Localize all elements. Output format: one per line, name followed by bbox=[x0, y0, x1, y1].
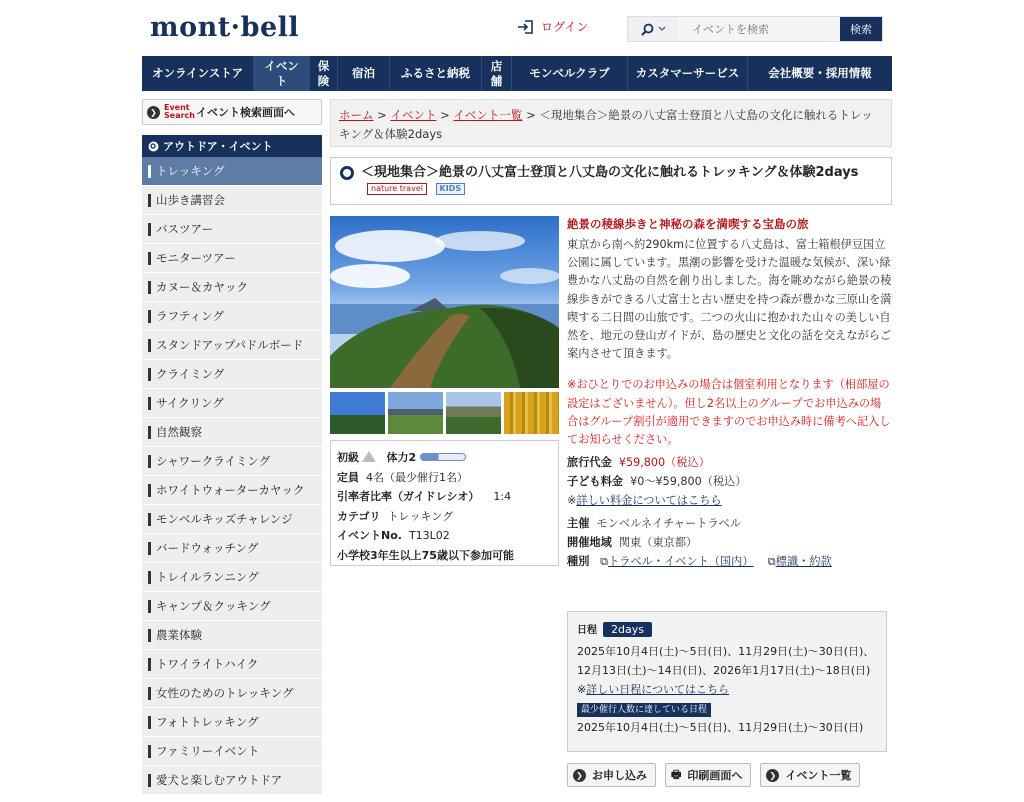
sidebar-item[interactable] bbox=[142, 650, 322, 679]
sidebar-item[interactable] bbox=[142, 157, 322, 186]
bar-icon bbox=[148, 484, 151, 497]
sidebar-item[interactable] bbox=[142, 505, 322, 534]
sidebar-item[interactable] bbox=[142, 592, 322, 621]
sidebar-item-label: ファミリーイベント bbox=[156, 744, 260, 758]
bar-icon bbox=[148, 426, 151, 439]
type-travel-link[interactable]: トラベル・イベント（国内） bbox=[608, 555, 754, 569]
search-input[interactable] bbox=[678, 17, 840, 41]
sidebar-item[interactable] bbox=[142, 708, 322, 737]
thumbnail-3[interactable] bbox=[446, 392, 501, 434]
search-category-select[interactable] bbox=[628, 17, 678, 41]
main-photo[interactable] bbox=[330, 216, 559, 388]
sidebar-item-label: 農業体験 bbox=[156, 628, 202, 642]
sidebar-item-label: フォトトレッキング bbox=[156, 715, 259, 729]
sidebar-item[interactable] bbox=[142, 447, 322, 476]
nav-stores[interactable]: 店舗 bbox=[482, 56, 512, 91]
action-buttons bbox=[567, 763, 860, 787]
bar-icon bbox=[148, 310, 151, 323]
event-search-button[interactable] bbox=[142, 99, 322, 125]
sidebar-item[interactable] bbox=[142, 215, 322, 244]
sidebar-item[interactable] bbox=[142, 389, 322, 418]
window-icon: ⧉ bbox=[767, 555, 776, 569]
sidebar-item-label: スタンドアップパドルボード bbox=[156, 338, 304, 352]
sidebar-item[interactable] bbox=[142, 244, 322, 273]
bar-icon bbox=[148, 252, 151, 265]
window-icon: ⧉ bbox=[600, 555, 609, 569]
sidebar-item-label: シャワークライミング bbox=[156, 454, 271, 468]
sidebar-item[interactable] bbox=[142, 360, 322, 389]
bar-icon bbox=[148, 368, 151, 381]
nature-travel-tag: nature travel bbox=[367, 183, 427, 195]
sidebar-item[interactable] bbox=[142, 737, 322, 766]
sidebar-item[interactable] bbox=[142, 273, 322, 302]
bullet-icon bbox=[340, 166, 354, 180]
nav-online-store[interactable]: オンラインストア bbox=[142, 56, 254, 91]
sidebar-item-label: モンベルキッズチャレンジ bbox=[156, 512, 293, 526]
search-bar bbox=[627, 16, 883, 42]
thumbnail-4[interactable] bbox=[504, 392, 559, 434]
nav-company[interactable]: 会社概要・採用情報 bbox=[768, 66, 872, 80]
sidebar-item[interactable] bbox=[142, 534, 322, 563]
sidebar-item-label: バスツアー bbox=[156, 222, 214, 236]
sidebar-item[interactable] bbox=[142, 766, 322, 795]
schedule-box: 日程 2days 2025年10月4日(土)〜5日(日)、11月29日(土)〜30日(日)、12月13日(土)〜14日(日)、2026年1月17日(土)〜18日(日) ※詳しい日程についてはこちら 最少催行人数に達している日程 2025年10月4日(土)〜5日(日)、11月29日(土)〜30日(日) bbox=[567, 611, 887, 752]
bar-icon bbox=[148, 774, 151, 787]
sidebar-item-label: クライミング bbox=[156, 367, 225, 381]
sidebar-item-label: ラフティング bbox=[156, 309, 224, 323]
bar-icon bbox=[148, 281, 151, 294]
bar-icon bbox=[148, 629, 151, 642]
login-label: ログイン bbox=[541, 20, 589, 34]
sidebar-item[interactable] bbox=[142, 679, 322, 708]
sidebar-list bbox=[142, 157, 322, 795]
breadcrumb: ホーム > イベント > イベント一覧 > ＜現地集合＞絶景の八丈富士登頂と八丈島の文化に触れるトレッキング＆体験2days bbox=[330, 99, 892, 147]
schedule-detail-link[interactable]: 詳しい日程についてはこちら bbox=[586, 683, 729, 696]
bar-icon bbox=[148, 658, 151, 671]
days-badge: 2days bbox=[603, 622, 652, 637]
event-search-logo: Event Search bbox=[164, 103, 195, 120]
bar-icon bbox=[148, 745, 151, 758]
apply-button[interactable]: ❯ お申し込み bbox=[567, 763, 656, 787]
sidebar-item[interactable] bbox=[142, 418, 322, 447]
breadcrumb-events[interactable]: イベント bbox=[390, 108, 437, 122]
breadcrumb-event-list[interactable]: イベント一覧 bbox=[453, 108, 523, 122]
sidebar-item-label: バードウォッチング bbox=[156, 541, 259, 555]
login-icon bbox=[517, 20, 533, 34]
event-info-box: 初級 体力2 定員 4名（最少催行1名） 引率者比率（ガイドレシオ） 1:4 カテゴリ トレッキング イベントNo. T13L02 小学校3年生以上75歳以下参加可能 bbox=[330, 440, 559, 566]
stamina-gauge bbox=[420, 453, 466, 461]
thumbnail-2[interactable] bbox=[388, 392, 443, 434]
nav-lodging[interactable]: 宿泊 bbox=[338, 56, 390, 91]
search-icon bbox=[148, 141, 159, 152]
print-icon: 🖶 bbox=[671, 767, 682, 781]
level-icon bbox=[362, 451, 376, 462]
photo-thumbnails bbox=[330, 392, 559, 434]
bar-icon bbox=[148, 513, 151, 526]
nav-insurance[interactable]: 保険 bbox=[310, 56, 338, 91]
bar-icon bbox=[148, 716, 151, 729]
bar-icon bbox=[148, 194, 151, 207]
sidebar-item-label: カヌー＆カヤック bbox=[156, 280, 248, 294]
child-price: ¥0〜¥59,800（税込） bbox=[630, 475, 747, 489]
thumbnail-1[interactable] bbox=[330, 392, 385, 434]
sidebar-item-label: 女性のためのトレッキング bbox=[156, 686, 294, 700]
event-list-button[interactable]: ❯ イベント一覧 bbox=[760, 763, 860, 787]
bar-icon bbox=[148, 397, 151, 410]
arrow-right-icon: ❯ bbox=[766, 769, 779, 782]
sidebar bbox=[142, 99, 322, 795]
global-nav bbox=[142, 56, 892, 91]
sidebar-heading: アウトドア・イベント bbox=[142, 135, 322, 157]
sidebar-item-label: 自然観察 bbox=[156, 425, 202, 439]
sidebar-item[interactable] bbox=[142, 186, 322, 215]
bar-icon bbox=[148, 223, 151, 236]
event-description: 東京から南へ約290kmに位置する八丈島は、富士箱根伊豆国立公園に属しています。黒潮の影響を受けた温暖な気候が、深い緑豊かな八丈島の自然を創り出しました。海を眺めながら絶景の稜線歩きができる八丈富士と古い歴史を持つ森が豊かな三原山を満喫する二日間の山旅です。二つの火山に抱かれた山々の美しい自然を、地元の登山ガイドが、島の歴史と文化の話を交えながらご案内させて頂きます。 bbox=[567, 238, 892, 361]
nav-montbell-club[interactable]: モンベルクラブ bbox=[512, 56, 628, 91]
schedule-dates: 2025年10月4日(土)〜5日(日)、11月29日(土)〜30日(日)、12月13日(土)〜14日(日)、2026年1月17日(土)〜18日(日) bbox=[577, 645, 875, 677]
arrow-right-icon: ❯ bbox=[573, 769, 586, 782]
confirmed-dates: 2025年10月4日(土)〜5日(日)、11月29日(土)〜30日(日) bbox=[577, 721, 864, 734]
terms-link[interactable]: 標識・約款 bbox=[775, 555, 832, 569]
sidebar-item[interactable] bbox=[142, 563, 322, 592]
arrow-right-icon: ❯ bbox=[147, 106, 160, 119]
sidebar-item-label: トレイルランニング bbox=[156, 570, 259, 584]
page-title: ＜現地集合＞絶景の八丈富士登頂と八丈島の文化に触れるトレッキング＆体験2days nature travel KIDS bbox=[330, 157, 892, 205]
sidebar-item[interactable] bbox=[142, 476, 322, 505]
kids-tag: KIDS bbox=[436, 183, 466, 195]
sidebar-item-label: 愛犬と楽しむアウトドア bbox=[156, 773, 283, 787]
sidebar-item-label: トワイライトハイク bbox=[156, 657, 259, 671]
search-button[interactable]: 検索 bbox=[840, 17, 882, 41]
bar-icon bbox=[148, 687, 151, 700]
print-button[interactable]: 🖶 印刷画面へ bbox=[665, 763, 751, 787]
bar-icon bbox=[148, 542, 151, 555]
montbell-logo[interactable]: mont·bell bbox=[150, 12, 300, 43]
login-link[interactable] bbox=[517, 18, 588, 35]
bar-icon bbox=[148, 571, 151, 584]
sidebar-item[interactable] bbox=[142, 302, 322, 331]
event-lead: 絶景の稜線歩きと神秘の森を満喫する宝島の旅 bbox=[567, 217, 809, 231]
sidebar-item-label: サイクリング bbox=[156, 396, 224, 410]
sidebar-item-label: キャンプ＆クッキング bbox=[156, 599, 271, 613]
breadcrumb-current: ＜現地集合＞絶景の八丈富士登頂と八丈島の文化に触れるトレッキング＆体験2days bbox=[339, 108, 873, 141]
breadcrumb-home[interactable]: ホーム bbox=[339, 108, 374, 122]
nav-event[interactable]: イベント bbox=[254, 56, 310, 91]
sidebar-item-label: モニターツアー bbox=[156, 251, 236, 265]
bar-icon bbox=[148, 339, 151, 352]
price: ¥59,800（税込） bbox=[618, 456, 710, 470]
chevron-down-icon bbox=[658, 26, 666, 32]
search-icon bbox=[641, 23, 654, 36]
event-detail: 絶景の稜線歩きと神秘の森を満喫する宝島の旅 東京から南へ約290kmに位置する八丈島は、富士箱根伊豆国立公園に属しています。黒潮の影響を受けた温暖な気候が、深い緑豊かな八丈島の自然を創り出しました。海を眺めながら絶景の稜線歩きができる八丈富士と古い歴史を持つ森が豊かな三原山を満喫する二日間の山旅です。二つの火山に抱かれた山々の美しい自然を、地元の登山ガイドが、島の歴史と文化の話を交えながらご案内させて頂きます。 ※おひとりでのお申込みの場合は個室利用となります（相部屋の設定はございません）。但し2名以上のグループでお申込みの場合はグループ割引が適用できますのでお申込み時に備考へ記入してお知らせください。 旅行代金 ¥59,800（税込） 子ども料金 ¥0〜¥59,800（税込） ※詳しい料金についてはこちら 主催 モンベルネイチャートラベル 開催地域 関東（東京都） 種別 ⧉トラベル・イベント（国内） ⧉標識・約款 bbox=[567, 217, 892, 569]
bar-icon bbox=[148, 600, 151, 613]
sidebar-item[interactable] bbox=[142, 621, 322, 650]
single-booking-note: ※おひとりでのお申込みの場合は個室利用となります（相部屋の設定はございません）。但し2名以上のグループでお申込みの場合はグループ割引が適用できますのでお申込み時に備考へ記入してお知らせください。 bbox=[567, 378, 891, 447]
bar-icon bbox=[148, 455, 151, 468]
nav-customer-service[interactable]: カスタマーサービス bbox=[628, 56, 748, 91]
min-participants-badge: 最少催行人数に達している日程 bbox=[577, 703, 711, 717]
sidebar-item[interactable] bbox=[142, 331, 322, 360]
sidebar-item-label: 山歩き講習会 bbox=[156, 193, 225, 207]
sidebar-item-label: ホワイトウォーターカヤック bbox=[156, 483, 305, 497]
bar-icon bbox=[148, 165, 151, 178]
nav-furusato[interactable]: ふるさと納税 bbox=[390, 56, 482, 91]
sidebar-item-label: トレッキング bbox=[156, 164, 225, 178]
price-detail-link[interactable]: 詳しい料金についてはこちら bbox=[576, 494, 722, 508]
age-requirement: 小学校3年生以上75歳以下参加可能 bbox=[337, 548, 514, 562]
event-search-label: イベント検索画面へ bbox=[196, 106, 295, 119]
